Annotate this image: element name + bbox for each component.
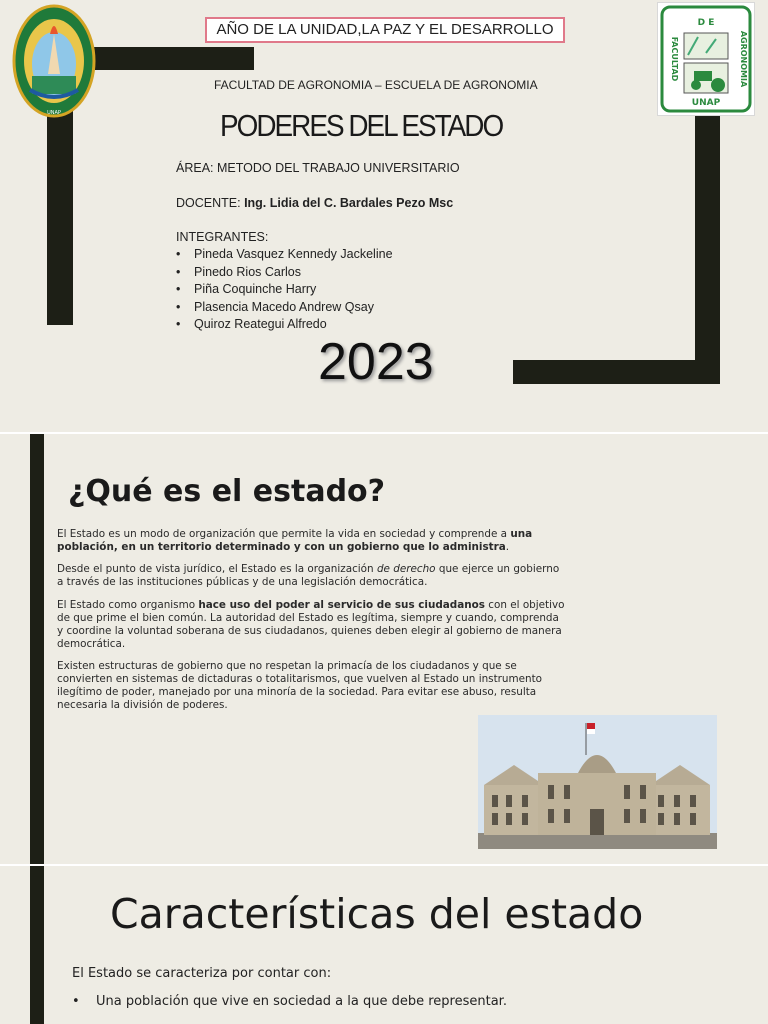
slide-que-es-el-estado	[0, 434, 768, 864]
paragraph-2: Desde el punto de vista jurídico, el Estado es la organización de derecho que ejerce un gobierno a través de las instituciones públicas y de una legislación democrática.	[57, 563, 560, 588]
member-item: • Plasencia Macedo Andrew Qsay	[176, 300, 393, 318]
member-item: • Piña Coquinche Harry	[176, 282, 393, 300]
intro-text: El Estado se caracteriza por contar con:	[72, 966, 332, 981]
slide-title-text: PODERES DEL ESTADO	[220, 108, 503, 143]
paragraph-4: Existen estructuras de gobierno que no respetan la primacía de los ciudadanos y que se convierten en sistemas de dictaduras o totalitarismos, que vuelven al Estado un instrumento ilegítimo de poder, manejado por una minoría de la sociedad. Para evitar ese abuso, resulta necesaria la división de poderes.	[57, 660, 543, 711]
frame-bar-right-vertical	[695, 113, 720, 384]
year-banner: AÑO DE LA UNIDAD,LA PAZ Y EL DESARROLLO	[205, 17, 565, 43]
slide-caracteristicas	[0, 866, 768, 1024]
year-text: 2023	[318, 333, 434, 391]
faculty-logo-icon	[657, 2, 755, 116]
university-seal-icon	[12, 4, 96, 118]
paragraph-1: El Estado es un modo de organización que permite la vida en sociedad y comprende a una población, en un territorio determinado y con un gobierno que lo administra.	[57, 528, 533, 553]
member-item: • Quiroz Reategui Alfredo	[176, 317, 393, 335]
slide-title	[0, 0, 768, 432]
docente-label: DOCENTE:	[176, 196, 245, 210]
left-accent-bar	[30, 866, 44, 1024]
member-item: • Pineda Vasquez Kennedy Jackeline	[176, 247, 393, 265]
paragraph-3: El Estado como organismo hace uso del poder al servicio de sus ciudadanos con el objetivo de que prime el bien común. La autoridad del Estado es legítima, siempre y cuando, comprenda y coordine la voluntad soberana de sus ciudadanos, quienes deben elegir al gobierno de manera democrática.	[57, 599, 565, 650]
slide-heading: ¿Qué es el estado?	[68, 474, 386, 509]
faculty-heading: FACULTAD DE AGRONOMIA – ESCUELA DE AGRONOMIA	[214, 78, 538, 92]
integrantes-label: INTEGRANTES:	[176, 230, 269, 244]
svg-text:D E: D E	[697, 18, 715, 28]
member-item: • Pinedo Rios Carlos	[176, 265, 393, 283]
svg-text:UNAP: UNAP	[691, 98, 721, 108]
svg-text:AGRONOMIA: AGRONOMIA	[739, 30, 748, 88]
docente-line	[176, 196, 453, 210]
docente-name: Ing. Lidia del C. Bardales Pezo Msc	[244, 196, 454, 210]
svg-text:FACULTAD: FACULTAD	[670, 36, 679, 82]
bullet-item: • Una población que vive en sociedad a la que debe representar.	[72, 994, 507, 1009]
slide-heading: Características del estado	[110, 890, 644, 938]
government-palace-image	[478, 715, 717, 849]
left-accent-bar	[30, 434, 44, 864]
area-line: ÁREA: METODO DEL TRABAJO UNIVERSITARIO	[176, 161, 460, 175]
members-list	[176, 247, 393, 335]
frame-bar-right-horizontal	[513, 360, 720, 384]
svg-text:UNAP: UNAP	[47, 110, 61, 116]
